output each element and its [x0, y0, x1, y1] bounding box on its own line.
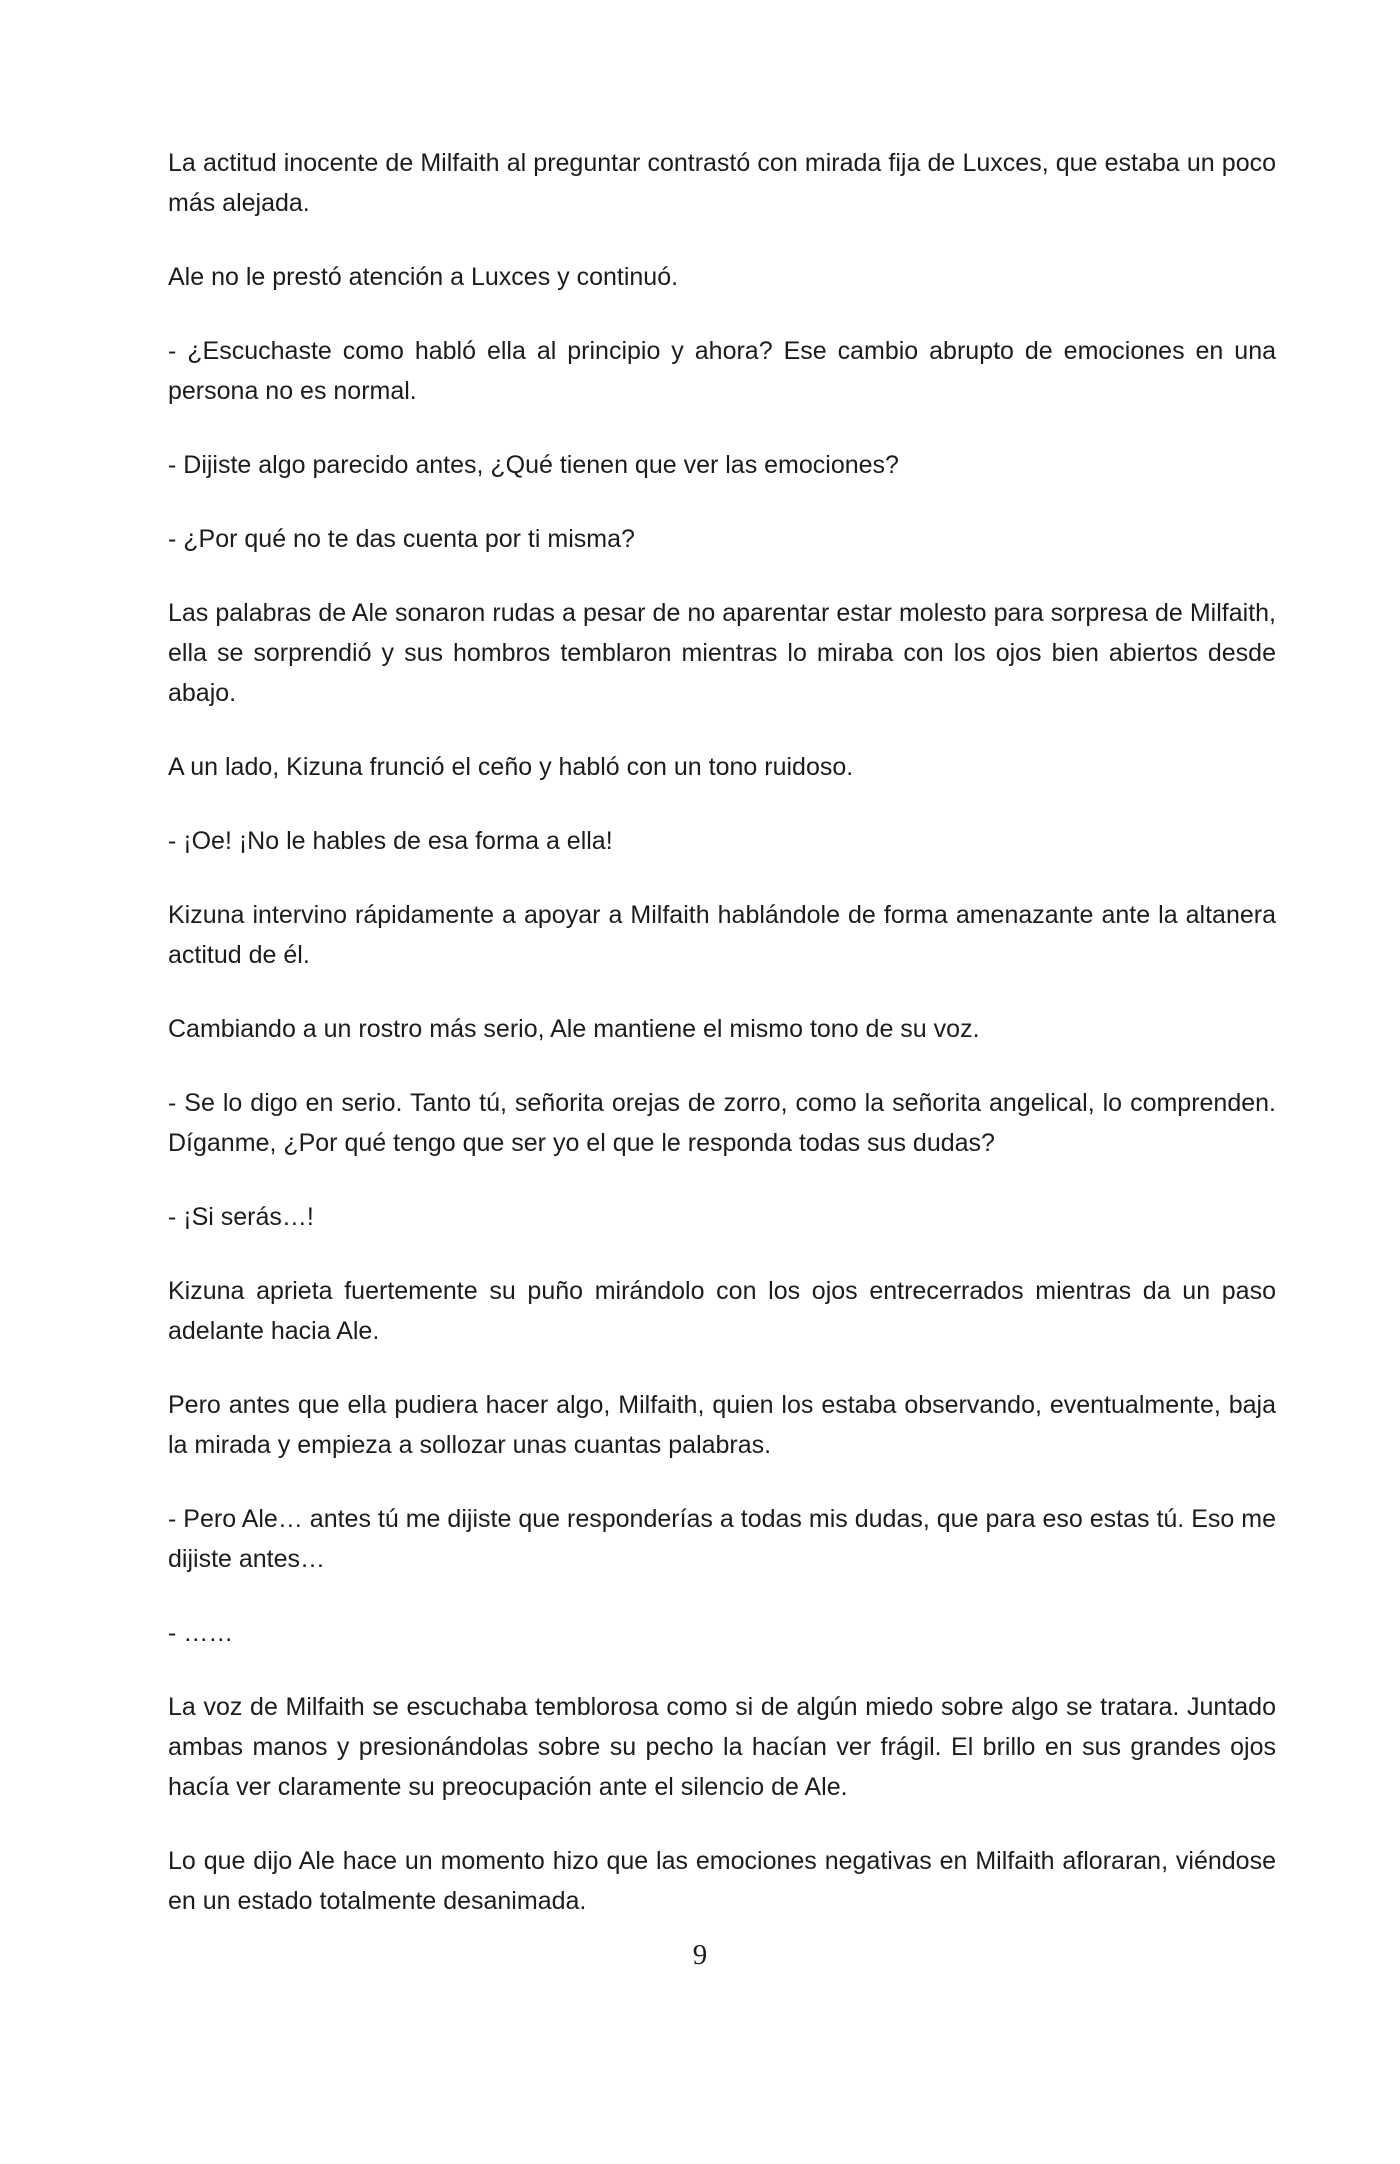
dialogue-line: - ¿Por qué no te das cuenta por ti misma? [168, 525, 635, 553]
paragraph: Cambiando a un rostro más serio, Ale mantiene el mismo tono de su voz. [168, 1015, 980, 1043]
dialogue-line: - ¿Escuchaste como habló ella al principio y ahora? Ese cambio abrupto de emociones en una persona no es normal. [168, 337, 1276, 405]
paragraph: Ale no le prestó atención a Luxces y continuó. [168, 263, 679, 291]
dialogue-line: - Se lo digo en serio. Tanto tú, señorita orejas de zorro, como la señorita angelical, lo comprenden. Díganme, ¿Por qué tengo que ser yo el que le responda todas sus dudas? [168, 1089, 1276, 1157]
paragraph: A un lado, Kizuna frunció el ceño y habló con un tono ruidoso. [168, 753, 854, 781]
text-body [168, 143, 1276, 1955]
dialogue-line: - Dijiste algo parecido antes, ¿Qué tienen que ver las emociones? [168, 451, 899, 479]
paragraph: Pero antes que ella pudiera hacer algo, Milfaith, quien los estaba observando, eventualmente, baja la mirada y empieza a sollozar unas cuantas palabras. [168, 1391, 1276, 1459]
paragraph: Lo que dijo Ale hace un momento hizo que las emociones negativas en Milfaith afloraran, viéndose en un estado totalmente desanimada. [168, 1847, 1276, 1915]
paragraph: La voz de Milfaith se escuchaba temblorosa como si de algún miedo sobre algo se tratara. Juntado ambas manos y presionándolas sobre su pecho la hacían ver frágil. El brillo en sus grandes ojos hacía ver claramente su preocupación ante el silencio de Ale. [168, 1693, 1276, 1801]
page-number: 9 [692, 1939, 708, 1971]
paragraph: La actitud inocente de Milfaith al preguntar contrastó con mirada fija de Luxces, que estaba un poco más alejada. [168, 149, 1276, 217]
paragraph: Kizuna intervino rápidamente a apoyar a Milfaith hablándole de forma amenazante ante la altanera actitud de él. [168, 901, 1276, 969]
dialogue-line: - Pero Ale… antes tú me dijiste que responderías a todas mis dudas, que para eso estas tú. Eso me dijiste antes… [168, 1505, 1276, 1573]
dialogue-line: - …… [168, 1619, 234, 1647]
paragraph: Las palabras de Ale sonaron rudas a pesar de no aparentar estar molesto para sorpresa de Milfaith, ella se sorprendió y sus hombros temblaron mientras lo miraba con los ojos bien abiertos desde abajo. [168, 599, 1276, 707]
dialogue-line: - ¡Si serás…! [168, 1203, 314, 1231]
dialogue-line: - ¡Oe! ¡No le hables de esa forma a ella! [168, 827, 613, 855]
paragraph: Kizuna aprieta fuertemente su puño mirándolo con los ojos entrecerrados mientras da un paso adelante hacia Ale. [168, 1277, 1276, 1345]
